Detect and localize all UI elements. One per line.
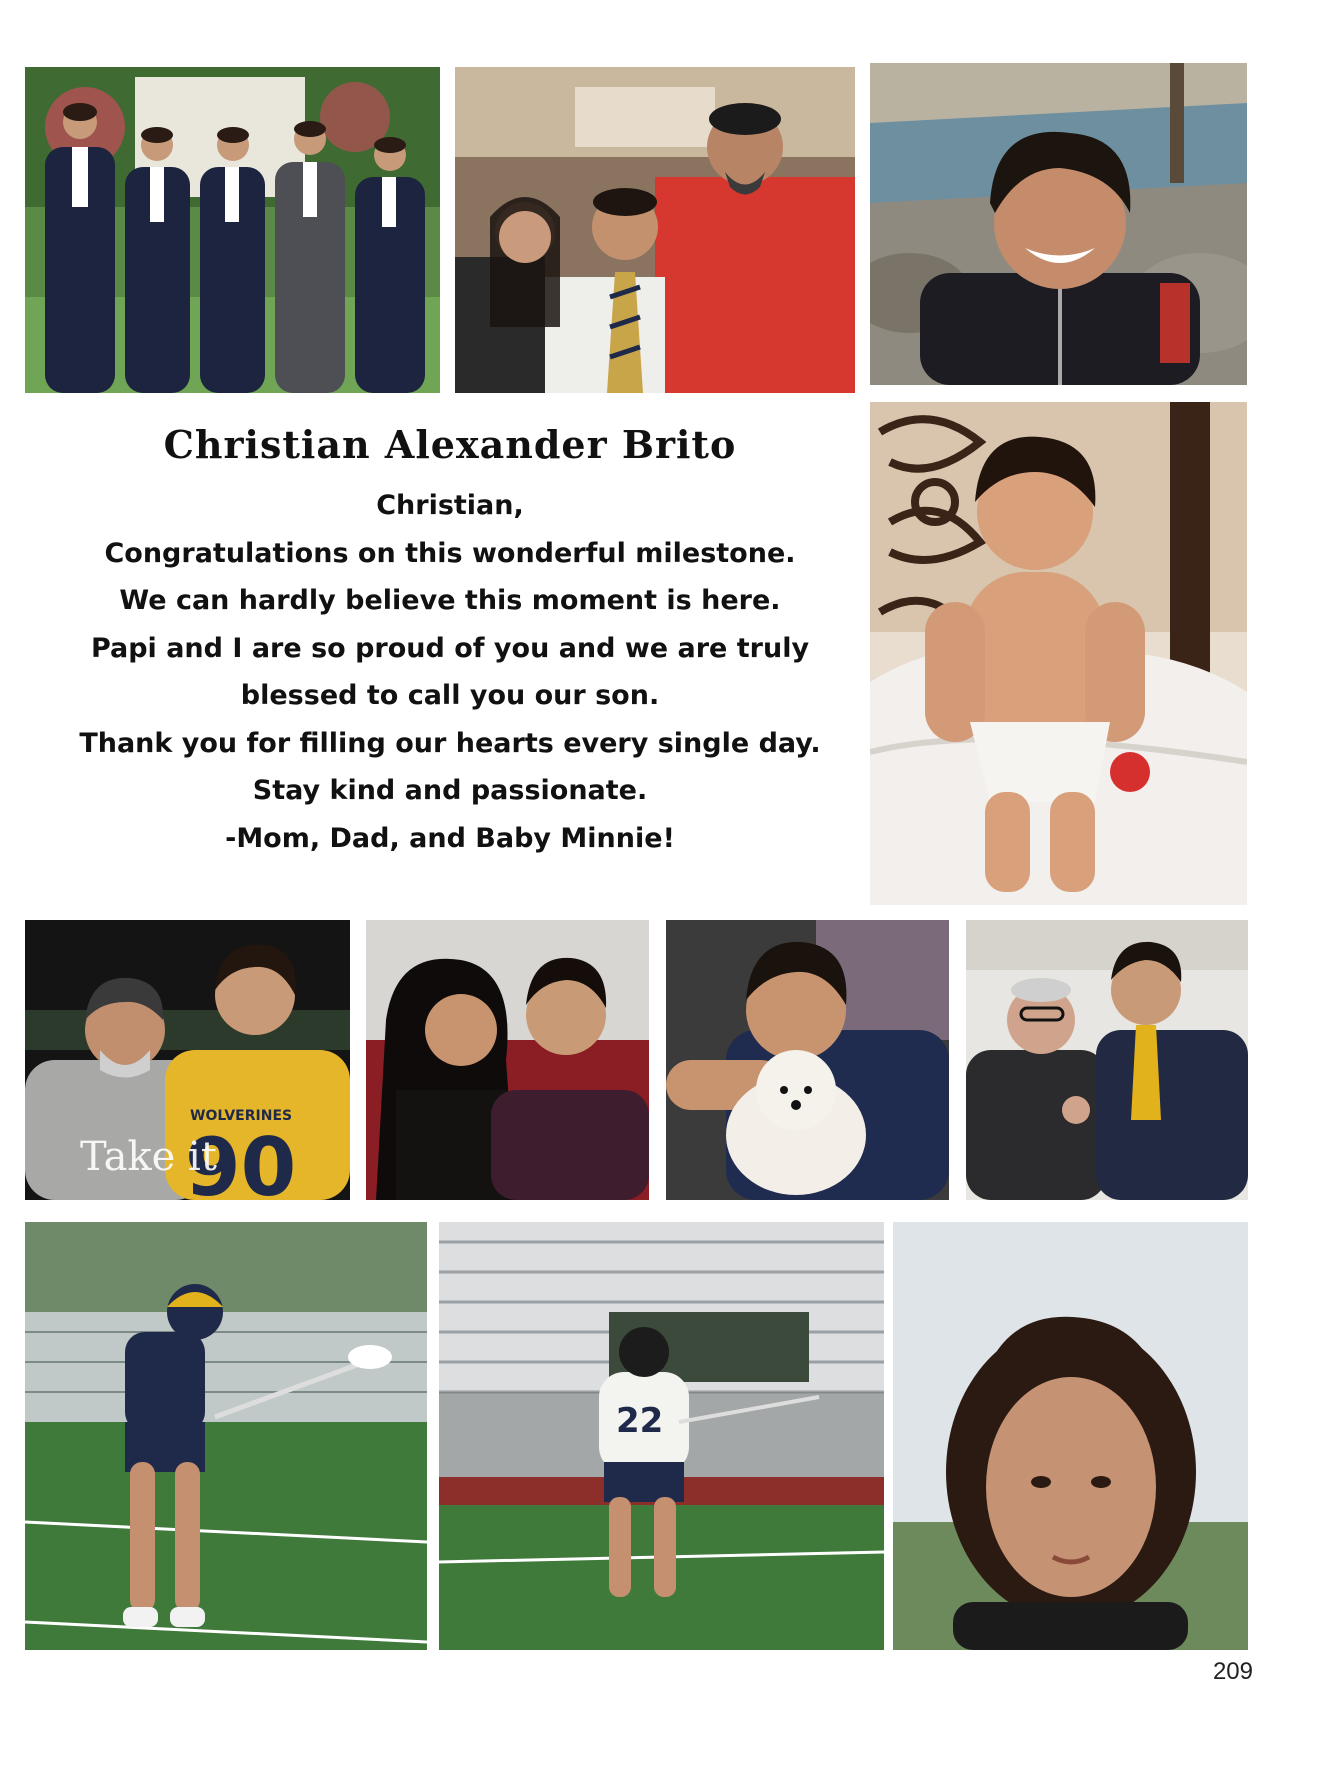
jersey-number: 90	[185, 1121, 297, 1200]
jersey-number: 22	[616, 1401, 664, 1441]
photo-mother-son	[366, 920, 649, 1200]
message-line: blessed to call you our son.	[240, 680, 660, 711]
page-title: Christian Alexander Brito	[163, 422, 737, 467]
photo-child-by-river	[870, 63, 1247, 385]
message-line: -Mom, Dad, and Baby Minnie!	[225, 822, 675, 854]
page-number: 209	[1212, 1658, 1253, 1685]
message-line: Thank you for filling our hearts every single day.	[79, 727, 821, 759]
photo-toddler-on-bed	[870, 402, 1247, 905]
message-block	[40, 418, 860, 862]
message-line: We can hardly believe this moment is here.	[119, 585, 781, 616]
photo-family-communion	[455, 67, 855, 393]
photo-son-with-priest	[966, 920, 1248, 1200]
photo-lacrosse-player-22	[439, 1222, 884, 1650]
photo-group-formal-boys	[25, 67, 440, 393]
jersey-text: WOLVERINES	[190, 1108, 293, 1124]
message-line: Congratulations on this wonderful milestone.	[104, 537, 796, 569]
message-line: Christian,	[376, 490, 524, 521]
photo-father-son-football	[25, 920, 350, 1200]
photo-lacrosse-player-ready	[25, 1222, 427, 1650]
photo-child-portrait	[893, 1222, 1248, 1650]
message-line: Stay kind and passionate.	[252, 775, 648, 806]
message-line: Papi and I are so proud of you and we are truly	[90, 632, 810, 664]
shirt-text: Take it	[80, 1134, 217, 1180]
photo-boy-with-dog	[666, 920, 949, 1200]
